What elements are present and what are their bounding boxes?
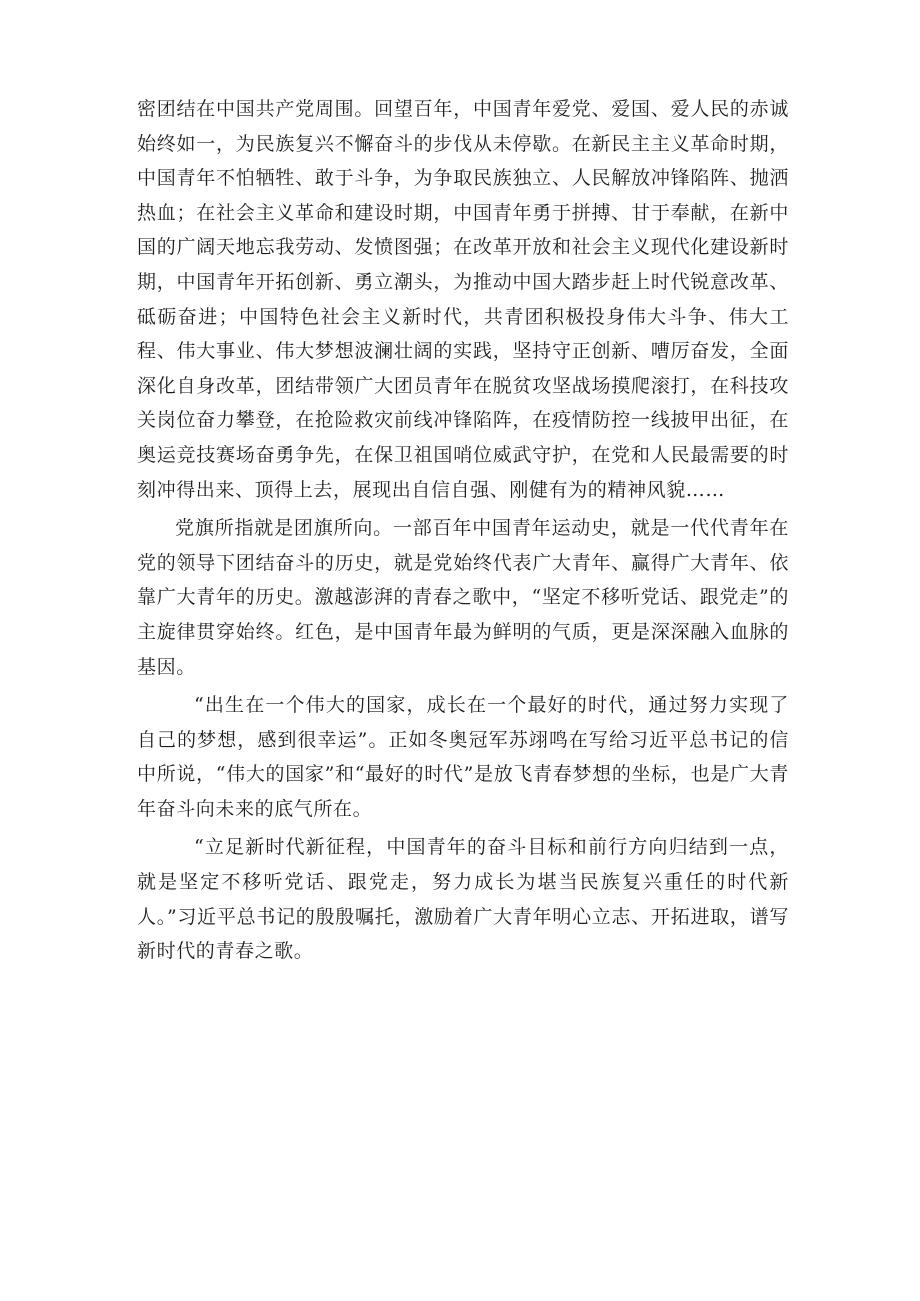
paragraph-2: 党旗所指就是团旗所向。一部百年中国青年运动史，就是一代代青年在党的领导下团结奋斗的历史，就是党始终代表广大青年、赢得广大青年、依靠广大青年的历史。激越澎湃的青春之歌中，“坚定不移听党话、跟党走”的主旋律贯穿始终。红色，是中国青年最为鲜明的气质，更是深深融入血脉的基因。 <box>137 517 789 678</box>
paragraph-1: 密团结在中国共产党周围。回望百年，中国青年爱党、爱国、爱人民的赤诚始终如一，为民族复兴不懈奋斗的步伐从未停歇。在新民主主义革命时期，中国青年不怕牺牲、敢于斗争，为争取民族独立、人民解放冲锋陷阵、抛洒热血；在社会主义革命和建设时期，中国青年勇于拼搏、甘于奉献，在新中国的广阔天地忘我劳动、发愤图强；在改革开放和社会主义现代化建设新时期，中国青年开拓创新、勇立潮头，为推动中国大踏步赶上时代锐意改革、砥砺奋进；中国特色社会主义新时代，共青团积极投身伟大斗争、伟大工程、伟大事业、伟大梦想波澜壮阔的实践，坚持守正创新、嘈厉奋发，全面深化自身改革，团结带领广大团员青年在脱贫攻坚战场摸爬滚打，在科技攻关岗位奋力攀登，在抢险救灾前线冲锋陷阵，在疫情防控一线披甲出征，在奥运竞技赛场奋勇争先，在保卫祖国哨位威武守护，在党和人民最需要的时刻冲得出来、顶得上去，展现出自信自强、刚健有为的精神风貌…… <box>137 98 789 501</box>
article-body <box>137 92 789 969</box>
paragraph-3: “出生在一个伟大的国家，成长在一个最好的时代，通过努力实现了自己的梦想，感到很幸运”。正如冬奥冠军苏翊鸣在写给习近平总书记的信中所说，“伟大的国家”和“最好的时代”是放飞青春梦想的坐标，也是广大青年奋斗向未来的底气所在。 <box>137 694 789 820</box>
paragraph-4: “立足新时代新征程，中国青年的奋斗目标和前行方向归结到一点，就是坚定不移听党话、跟党走，努力成长为堪当民族复兴重任的时代新人。”习近平总书记的殷殷嘱托，激励着广大青年明心立志、开拓进取，谱写新时代的青春之歌。 <box>137 836 789 963</box>
